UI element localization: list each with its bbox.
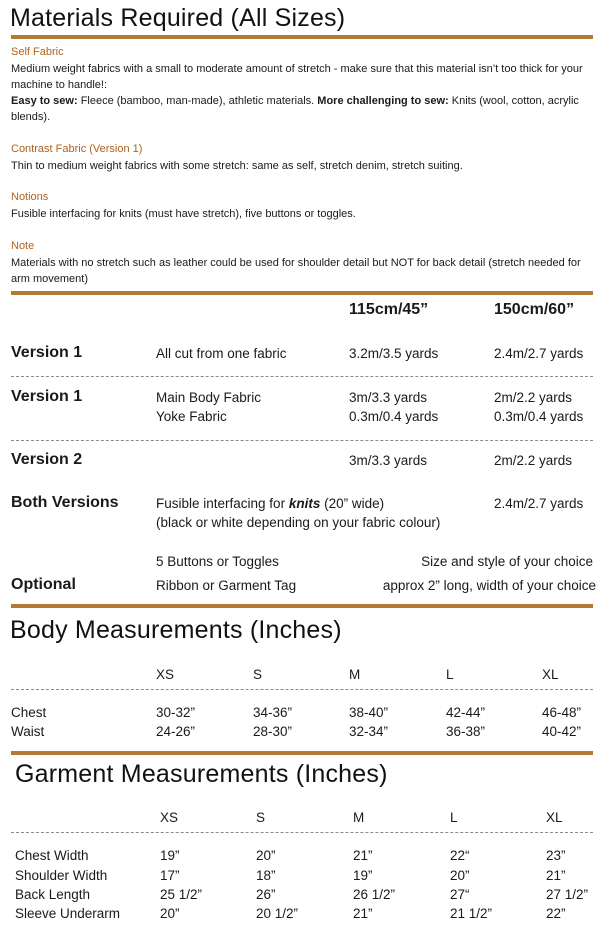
garment-cell: 20” — [256, 848, 276, 863]
section-rule — [11, 751, 593, 755]
garment-cell: 22” — [546, 906, 566, 921]
garment-cell: 21” — [353, 906, 373, 921]
body-size-xl: XL — [542, 667, 559, 682]
row-version2-label: Version 2 — [11, 451, 83, 468]
materials-title: Materials Required (All Sizes) — [10, 4, 346, 32]
garment-cell: 23” — [546, 848, 566, 863]
note-text: Materials with no stretch such as leather could be used for shoulder detail but NOT for back detail (stretch needed for arm movement) — [11, 257, 581, 285]
hard-label: More challenging to sew: — [317, 95, 449, 107]
garment-row-label: Sleeve Underarm — [15, 906, 121, 921]
row-version1-c2: 2.4m/2.7 yards — [494, 346, 584, 361]
body-size-xs: XS — [156, 667, 175, 682]
garment-cell: 20 1/2” — [256, 906, 299, 921]
garment-row-label: Shoulder Width — [15, 868, 108, 883]
self-fabric-text — [11, 61, 597, 125]
row-optional-desc: Ribbon or Garment Tag — [156, 578, 297, 593]
body-cell: 32-34” — [349, 724, 389, 739]
row-main-body-desc: Main Body Fabric — [156, 390, 262, 405]
garment-cell: 27“ — [450, 887, 470, 902]
garment-cell: 17” — [160, 868, 180, 883]
garment-cell: 25 1/2” — [160, 887, 203, 902]
garment-size-l: L — [450, 810, 458, 825]
title-rule — [11, 35, 593, 39]
row-version2-c1: 3m/3.3 yards — [349, 453, 428, 468]
row-yoke-desc: Yoke Fabric — [156, 409, 227, 424]
garment-size-xl: XL — [546, 810, 563, 825]
garment-cell: 27 1/2” — [546, 887, 589, 902]
row-both-desc — [156, 496, 384, 511]
row-optional-note: approx 2” long, width of your choice — [382, 578, 596, 593]
section-rule — [11, 291, 593, 295]
garment-row-label: Back Length — [15, 887, 91, 902]
row-both-desc-em: knits — [288, 496, 321, 511]
dashed-divider — [11, 832, 593, 833]
section-rule — [11, 604, 593, 608]
body-cell: 24-26” — [156, 724, 196, 739]
body-cell: 34-36” — [253, 705, 293, 720]
body-size-l: L — [446, 667, 454, 682]
garment-title: Garment Measurements (Inches) — [15, 760, 388, 788]
body-cell: 40-42” — [542, 724, 582, 739]
contrast-fabric-heading: Contrast Fabric (Version 1) — [11, 143, 143, 155]
row-both-c2: 2.4m/2.7 yards — [494, 496, 584, 511]
garment-cell: 26 1/2” — [353, 887, 396, 902]
garment-cell: 18” — [256, 868, 276, 883]
notions-text: Fusible interfacing for knits (must have stretch), five buttons or toggles. — [11, 208, 356, 220]
easy-label: Easy to sew: — [11, 95, 78, 107]
garment-size-m: M — [353, 810, 365, 825]
row-version1b-label: Version 1 — [11, 388, 83, 405]
row-both-desc-pre: Fusible interfacing for — [156, 496, 289, 511]
row-main-body-c1: 3m/3.3 yards — [349, 390, 428, 405]
hard-text: Knits (wool, cotton, acrylic blends). — [11, 95, 579, 123]
body-size-s: S — [253, 667, 263, 682]
body-cell: 30-32” — [156, 705, 196, 720]
garment-cell: 20” — [450, 868, 470, 883]
garment-cell: 20” — [160, 906, 180, 921]
garment-cell: 21” — [353, 848, 373, 863]
row-yoke-c2: 0.3m/0.4 yards — [494, 409, 584, 424]
easy-text: Fleece (bamboo, man-made), athletic materials. — [77, 95, 318, 107]
row-version1-label: Version 1 — [11, 344, 83, 361]
body-row-label: Waist — [11, 724, 45, 739]
dashed-divider — [11, 440, 593, 441]
row-optional-label: Optional — [11, 576, 76, 593]
notions-heading: Notions — [11, 191, 49, 203]
body-title: Body Measurements (Inches) — [10, 616, 342, 644]
garment-cell: 21 1/2” — [450, 906, 493, 921]
body-row-label: Chest — [11, 705, 47, 720]
row-version2-c2: 2m/2.2 yards — [494, 453, 573, 468]
col-header-115: 115cm/45” — [349, 301, 429, 318]
note-heading: Note — [11, 240, 35, 252]
row-buttons-note: Size and style of your choice — [421, 554, 593, 569]
row-both-desc2: (black or white depending on your fabric colour) — [156, 515, 441, 530]
row-both-label: Both Versions — [11, 494, 119, 511]
body-cell: 28-30” — [253, 724, 293, 739]
row-version1-desc: All cut from one fabric — [156, 346, 287, 361]
garment-cell: 22“ — [450, 848, 470, 863]
dashed-divider — [11, 689, 593, 690]
row-version1-c1: 3.2m/3.5 yards — [349, 346, 439, 361]
garment-cell: 19” — [353, 868, 373, 883]
body-size-m: M — [349, 667, 361, 682]
garment-row-label: Chest Width — [15, 848, 89, 863]
self-fabric-heading: Self Fabric — [11, 46, 64, 58]
garment-cell: 26” — [256, 887, 276, 902]
garment-size-xs: XS — [160, 810, 179, 825]
row-yoke-c1: 0.3m/0.4 yards — [349, 409, 439, 424]
garment-size-s: S — [256, 810, 266, 825]
body-cell: 38-40” — [349, 705, 389, 720]
garment-cell: 19” — [160, 848, 180, 863]
row-buttons-desc: 5 Buttons or Toggles — [156, 554, 279, 569]
row-both-desc-post: (20” wide) — [320, 496, 385, 511]
body-cell: 42-44” — [446, 705, 486, 720]
dashed-divider — [11, 376, 593, 377]
body-cell: 46-48” — [542, 705, 582, 720]
col-header-150: 150cm/60” — [494, 301, 575, 318]
contrast-fabric-text: Thin to medium weight fabrics with some stretch: same as self, stretch denim, stretch suiting. — [11, 160, 463, 172]
body-cell: 36-38” — [446, 724, 486, 739]
garment-cell: 21” — [546, 868, 566, 883]
row-main-body-c2: 2m/2.2 yards — [494, 390, 573, 405]
self-fabric-line1: Medium weight fabrics with a small to moderate amount of stretch - make sure that this material isn’t too thick for your machine to handle!: — [11, 63, 583, 91]
